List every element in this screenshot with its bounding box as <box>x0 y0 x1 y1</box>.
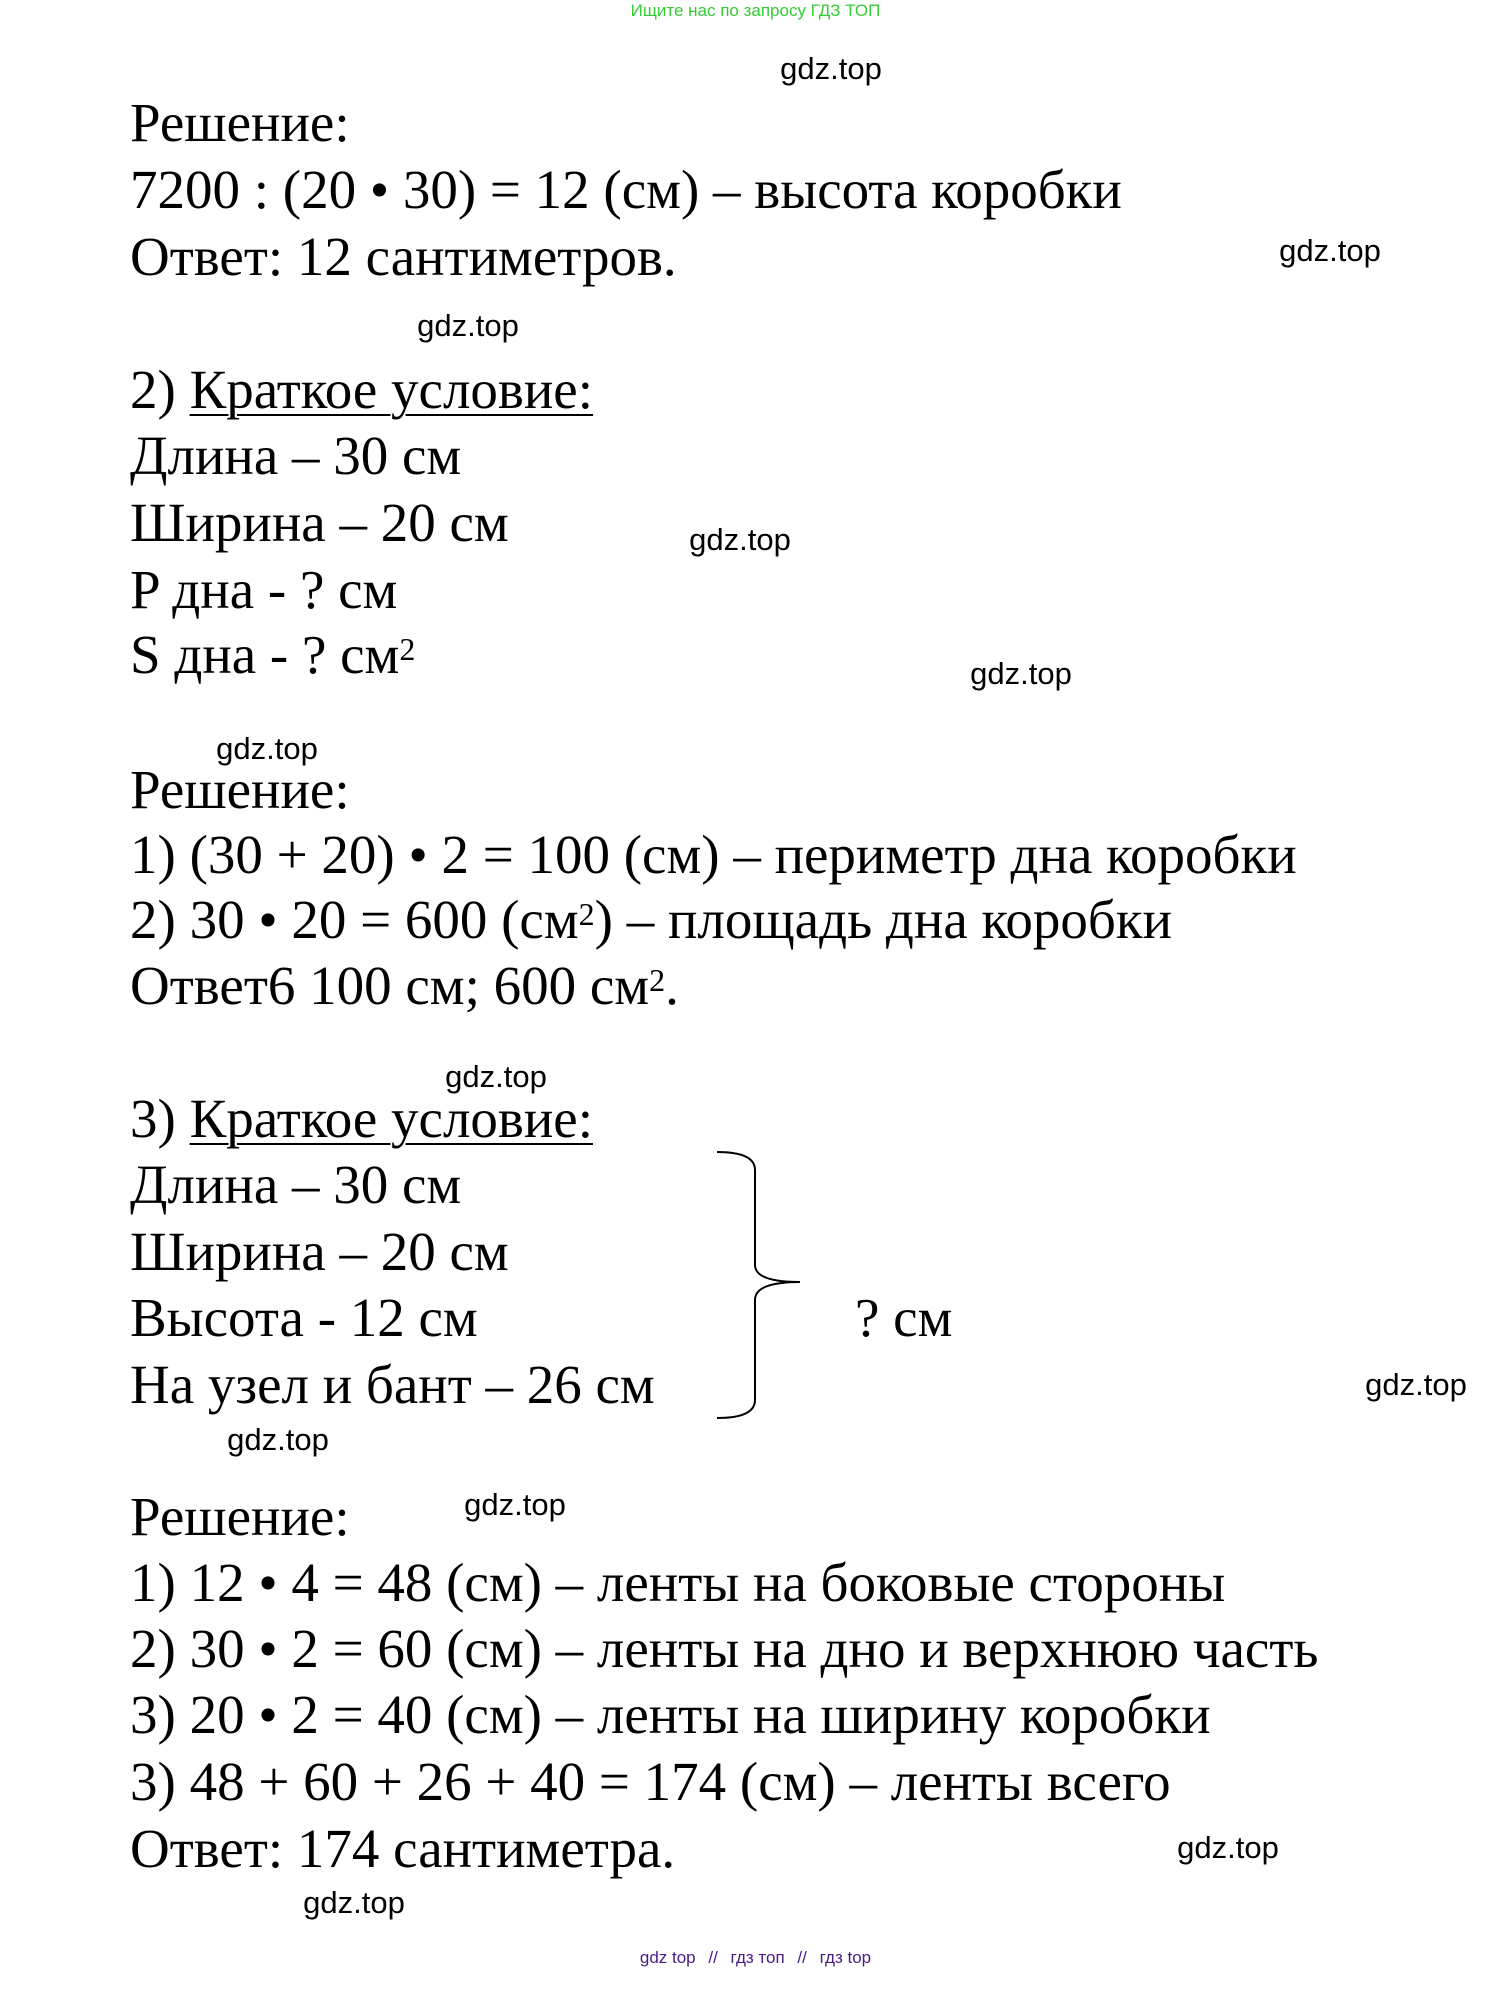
text-line <box>130 1086 593 1152</box>
text-segment: 2) 30 • 2 = 60 (см) – ленты на дно и верхнюю часть <box>130 1618 1319 1679</box>
text-line <box>130 1219 509 1285</box>
text-segment: Решение: <box>130 759 350 820</box>
superscript: 2 <box>578 896 595 932</box>
text-segment: 3) <box>130 1088 190 1149</box>
watermark: gdz.top <box>970 656 1072 691</box>
text-segment: Ответ: 12 сантиметров. <box>130 226 677 287</box>
text-segment: 3) 48 + 60 + 26 + 40 = 174 (см) – ленты всего <box>130 1751 1171 1812</box>
text-segment: . <box>665 955 679 1016</box>
curly-brace-icon <box>715 1150 805 1420</box>
text-segment: На узел и бант – 26 см <box>130 1354 655 1415</box>
text-line <box>130 1749 1171 1815</box>
text-line <box>130 157 1122 223</box>
superscript: 2 <box>649 962 666 998</box>
text-line <box>130 1152 461 1218</box>
text-segment: Ответ6 100 см; 600 см <box>130 955 650 1016</box>
text-segment: 7200 : (20 • 30) = 12 (см) – высота коробки <box>130 159 1122 220</box>
text-segment: ) – площадь дна коробки <box>594 889 1173 950</box>
watermark: gdz.top <box>1279 233 1381 268</box>
text-line <box>130 357 593 423</box>
watermark: gdz.top <box>216 731 318 766</box>
text-line <box>130 1616 1318 1682</box>
footer-separator: // <box>797 1948 807 1967</box>
watermark: gdz.top <box>303 1885 405 1920</box>
watermark: gdz.top <box>1365 1367 1467 1402</box>
text-line <box>130 887 1172 953</box>
footer-link-gdz-top[interactable]: gdz top <box>639 1948 696 1967</box>
watermark: gdz.top <box>689 522 791 557</box>
text-line <box>130 490 509 556</box>
text-segment: Ширина – 20 см <box>130 492 509 553</box>
text-segment: Длина – 30 см <box>130 1154 462 1215</box>
text-line <box>130 1550 1225 1616</box>
text-line <box>130 953 679 1019</box>
text-segment: 1) 12 • 4 = 48 (см) – ленты на боковые стороны <box>130 1552 1226 1613</box>
footer-separator: // <box>708 1948 718 1967</box>
text-segment: 1) (30 + 20) • 2 = 100 (см) – периметр дна коробки <box>130 824 1297 885</box>
text-line <box>130 1484 350 1550</box>
text-line <box>130 1352 655 1418</box>
text-segment: P дна - ? см <box>130 559 398 620</box>
text-segment: Длина – 30 см <box>130 425 462 486</box>
text-line <box>130 423 461 489</box>
watermark: gdz.top <box>464 1487 566 1522</box>
watermark: gdz.top <box>227 1422 329 1457</box>
text-line <box>130 224 677 290</box>
watermark: gdz.top <box>1177 1830 1279 1865</box>
text-segment: 3) 20 • 2 = 40 (см) – ленты на ширину коробки <box>130 1684 1211 1745</box>
text-segment: 2) <box>130 359 190 420</box>
watermark: gdz.top <box>445 1059 547 1094</box>
brace-result: ? см <box>855 1287 953 1348</box>
text-line <box>130 1816 675 1882</box>
text-segment: Решение: <box>130 1486 350 1547</box>
text-segment: 2) 30 • 20 = 600 (см <box>130 889 579 950</box>
footer-link-gdz-top-ru[interactable]: гдз топ <box>730 1948 785 1967</box>
text-segment: Высота - 12 см <box>130 1287 478 1348</box>
text-segment: S дна - ? см <box>130 624 400 685</box>
search-banner: Ищите нас по запросу ГДЗ ТОП <box>630 1 881 20</box>
text-segment: Решение: <box>130 92 350 153</box>
text-segment: Ответ: 174 сантиметра. <box>130 1818 676 1879</box>
underlined-heading: Краткое условие: <box>189 1088 594 1149</box>
text-line <box>130 1682 1211 1748</box>
underlined-heading: Краткое условие: <box>189 359 594 420</box>
text-segment: Ширина – 20 см <box>130 1221 509 1282</box>
footer-links <box>0 1948 1511 1968</box>
watermark: gdz.top <box>780 51 882 86</box>
text-line <box>130 822 1297 888</box>
footer-link-gdz-top-mixed[interactable]: гдз top <box>819 1948 872 1967</box>
watermark: gdz.top <box>417 308 519 343</box>
text-line <box>130 1285 478 1351</box>
text-line <box>130 557 397 623</box>
superscript: 2 <box>399 631 416 667</box>
text-line <box>130 622 415 688</box>
text-line <box>130 90 350 156</box>
